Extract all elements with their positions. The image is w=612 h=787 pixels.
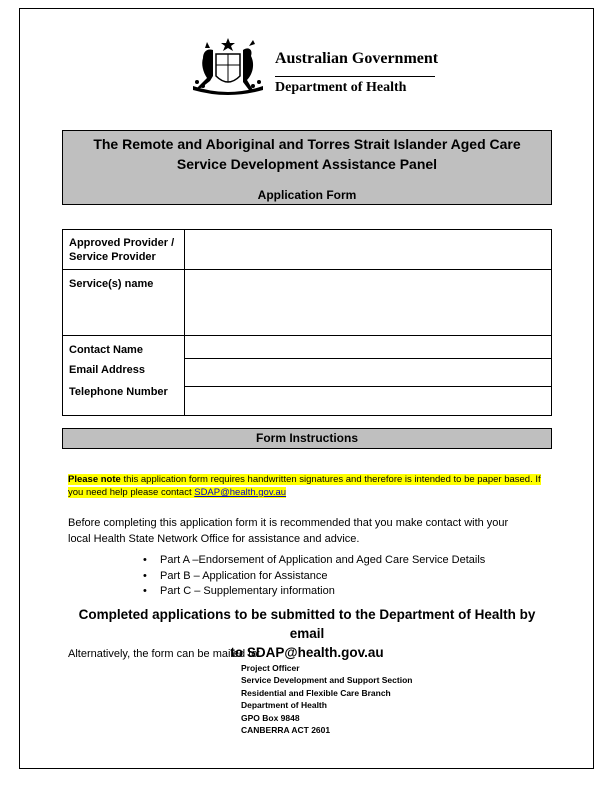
form-subtitle: Application Form bbox=[257, 188, 357, 202]
email-address-field[interactable] bbox=[185, 359, 551, 386]
department-name: Department of Health bbox=[275, 80, 407, 95]
title-line-2: Service Development Assistance Panel bbox=[176, 156, 438, 172]
address-line: Service Development and Support Section bbox=[241, 675, 413, 686]
approved-provider-label bbox=[69, 236, 174, 264]
note-label: Please note bbox=[68, 474, 121, 485]
list-item: • Part C – Supplementary information bbox=[143, 584, 485, 600]
logo-divider bbox=[275, 76, 435, 77]
list-item: • Part A –Endorsement of Application and Aged Care Service Details bbox=[143, 553, 485, 569]
approved-provider-label-line2: Service Provider bbox=[69, 251, 156, 263]
intro-line-2: local Health State Network Office for assistance and advice. bbox=[68, 532, 360, 545]
email-address-label: Email Address bbox=[69, 364, 146, 376]
address-line: Department of Health bbox=[241, 700, 327, 711]
telephone-number-field[interactable] bbox=[185, 387, 551, 415]
submission-line-1: Completed applications to be submitted to the Department of Health by email bbox=[78, 607, 536, 641]
submission-line-2: to SDAP@health.gov.au bbox=[230, 645, 384, 660]
list-item: • Part B – Application for Assistance bbox=[143, 569, 485, 585]
title-line-1: The Remote and Aboriginal and Torres Strait Islander Aged Care bbox=[93, 136, 521, 152]
coat-of-arms-icon bbox=[183, 36, 273, 98]
intro-paragraph bbox=[68, 516, 548, 547]
form-parts-list bbox=[143, 553, 485, 600]
mail-alternative-text: Alternatively, the form can be mailed to: bbox=[68, 648, 261, 660]
government-logo bbox=[183, 36, 443, 102]
government-name: Australian Government bbox=[275, 50, 439, 67]
form-instructions-heading: Form Instructions bbox=[62, 428, 552, 449]
address-line: GPO Box 9848 bbox=[241, 712, 300, 723]
approved-provider-field[interactable] bbox=[185, 230, 551, 269]
approved-provider-label-line1: Approved Provider / bbox=[69, 237, 175, 249]
services-name-label: Service(s) name bbox=[69, 278, 154, 290]
contact-name-label: Contact Name bbox=[69, 344, 143, 356]
services-name-field[interactable] bbox=[185, 270, 551, 335]
address-line: CANBERRA ACT 2601 bbox=[241, 725, 331, 736]
application-details-table bbox=[62, 229, 552, 416]
title-panel bbox=[62, 130, 552, 205]
intro-line-1: Before completing this application form it is recommended that you make contact with your bbox=[68, 517, 509, 529]
paper-based-note bbox=[68, 473, 548, 499]
contact-name-field[interactable] bbox=[185, 336, 551, 358]
note-text: this application form requires handwritten signatures and therefore is intended to be paper based. If you need help please contact bbox=[68, 474, 541, 498]
telephone-number-label: Telephone Number bbox=[69, 386, 168, 398]
address-line: Project Officer bbox=[241, 663, 300, 673]
address-line: Residential and Flexible Care Branch bbox=[241, 687, 391, 698]
contact-email-link[interactable]: SDAP@health.gov.au bbox=[194, 487, 287, 498]
mailing-address bbox=[241, 662, 412, 736]
